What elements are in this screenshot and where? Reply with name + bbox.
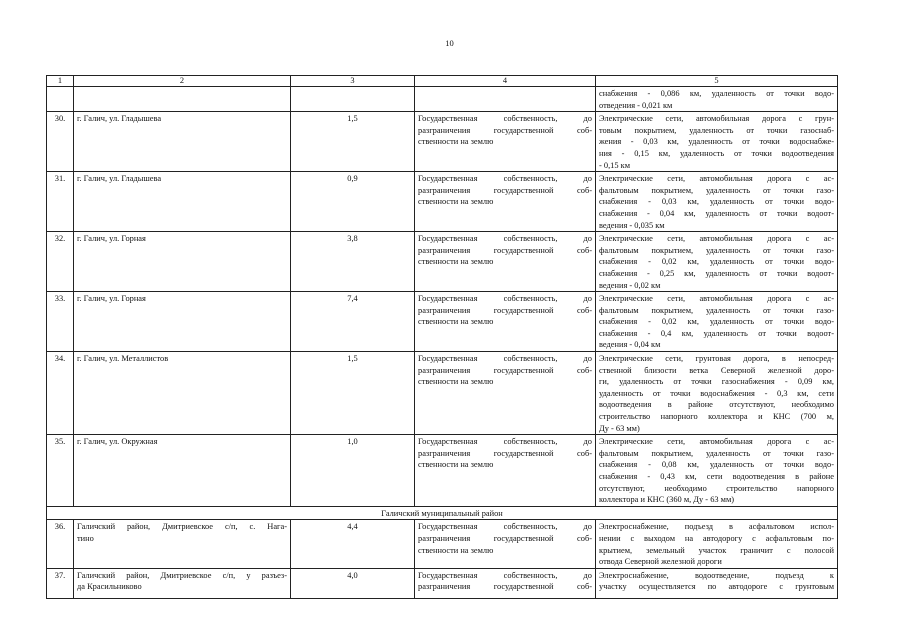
text-line: Государственная собственность, до — [418, 570, 592, 580]
text-line: фальтовым покрытием, удаленность от точки газо- — [599, 305, 834, 315]
header-col-2: 2 — [74, 76, 291, 87]
cell-number — [47, 87, 74, 112]
text-line: Электроснабжение, водоотведение, подъезд к — [599, 570, 834, 580]
text-line: ственной близости ветка Северной железной доро- — [599, 365, 834, 375]
text-line: разграничения государственной соб- — [418, 125, 592, 135]
cell-address: г. Галич, ул. Гладышева — [74, 112, 291, 172]
text-line: снабжения - 0,25 км, удаленность от точки водоот- — [599, 268, 834, 278]
text-line: фальтовым покрытием, удаленность от точки газо- — [599, 245, 834, 255]
cell-infrastructure — [596, 232, 838, 292]
land-plots-table — [46, 75, 838, 599]
cell-infrastructure — [596, 292, 838, 352]
cell-address: г. Галич, ул. Гладышева — [74, 172, 291, 232]
cell-infrastructure — [596, 520, 838, 568]
table-row — [47, 172, 838, 232]
text-line: ведения - 0,035 км — [599, 220, 665, 230]
text-line: снабжения - 0,02 км, удаленность от точки водо- — [599, 257, 834, 267]
cell-address — [74, 568, 291, 598]
cell-ownership — [415, 568, 596, 598]
cell-area: 4,0 — [291, 568, 415, 598]
cell-number: 32. — [47, 232, 74, 292]
text-line: отсутствуют, необходимо строительство напорного — [599, 483, 834, 493]
cell-address — [74, 520, 291, 568]
cell-area — [291, 87, 415, 112]
text-line: Государственная собственность, до — [418, 114, 592, 124]
cell-number: 37. — [47, 568, 74, 598]
text-line: ведения - 0,02 км — [599, 280, 661, 290]
cell-area: 0,9 — [291, 172, 415, 232]
text-line: разграничения государственной соб- — [418, 245, 592, 255]
cell-number: 35. — [47, 435, 74, 507]
text-line: удаленность от точки водоснабжения - 0,3 км, сети — [599, 388, 834, 398]
cell-number: 31. — [47, 172, 74, 232]
cell-infrastructure — [596, 568, 838, 598]
text-line: - 0,15 км — [599, 160, 631, 170]
text-line: разграничения государственной соб- — [418, 448, 592, 458]
text-line: снабжения - 0,086 км, удаленность от точки водо- — [599, 89, 834, 98]
text-line: снабжения - 0,04 км, удаленность от точки водоот- — [599, 208, 834, 218]
cell-ownership — [415, 87, 596, 112]
text-line: ственности на землю — [418, 460, 494, 470]
cell-ownership — [415, 520, 596, 568]
page-number: 10 — [445, 38, 454, 48]
cell-address: г. Галич, ул. Окружная — [74, 435, 291, 507]
table-row — [47, 435, 838, 507]
cell-ownership — [415, 352, 596, 435]
text-line: участку осуществляется по автодороге с грунтовым — [599, 582, 834, 592]
text-line: разграничения государственной соб- — [418, 185, 592, 195]
text-line: Электрические сети, автомобильная дорога с ас- — [599, 234, 834, 244]
text-line: нении с выходом на автодорогу с асфальтовым по- — [599, 534, 834, 543]
header-col-4: 4 — [415, 76, 596, 87]
section-row — [47, 506, 838, 520]
cell-address: г. Галич, ул. Горная — [74, 292, 291, 352]
text-line: Государственная собственность, до — [418, 174, 592, 184]
text-line: фальтовым покрытием, удаленность от точки газо- — [599, 185, 834, 195]
cell-infrastructure — [596, 352, 838, 435]
cell-infrastructure — [596, 87, 838, 112]
table-row — [47, 292, 838, 352]
header-col-5: 5 — [596, 76, 838, 87]
cell-ownership — [415, 292, 596, 352]
header-col-3: 3 — [291, 76, 415, 87]
table-row — [47, 112, 838, 172]
text-line: отвода Северной железной дороги — [599, 557, 722, 567]
text-line: Государственная собственность, до — [418, 234, 592, 244]
text-line: ги, удаленность от точки газоснабжения - 0,09 км, — [599, 377, 834, 387]
cell-area: 1,0 — [291, 435, 415, 507]
text-line: ственности на землю — [418, 137, 494, 147]
text-line: снабжения - 0,4 км, удаленность от точки водоот- — [599, 328, 834, 338]
header-row — [47, 76, 838, 87]
cell-infrastructure — [596, 112, 838, 172]
text-line: жения - 0,03 км, удаленность от точки водоснабже- — [599, 137, 834, 147]
cell-ownership — [415, 172, 596, 232]
cell-number: 36. — [47, 520, 74, 568]
cell-number: 34. — [47, 352, 74, 435]
cell-number: 30. — [47, 112, 74, 172]
text-line: строительство напорного коллектора и КНС (700 м, — [599, 412, 834, 422]
text-line: снабжения - 0,02 км, удаленность от точки водо- — [599, 317, 834, 327]
text-line: снабжения - 0,08 км, удаленность от точки водо- — [599, 460, 834, 470]
cell-ownership — [415, 112, 596, 172]
text-line: Галичский район, Дмитриевское с/п, у разъез- — [77, 570, 287, 580]
cell-ownership — [415, 232, 596, 292]
cell-ownership — [415, 435, 596, 507]
text-line: ственности на землю — [418, 197, 494, 207]
text-line: ственности на землю — [418, 377, 494, 387]
text-line: ведения - 0,04 км — [599, 340, 661, 350]
text-line: Государственная собственность, до — [418, 294, 592, 304]
text-line: Электрические сети, автомобильная дорога с ас- — [599, 437, 834, 447]
cell-area: 7,4 — [291, 292, 415, 352]
text-line: ственности на землю — [418, 257, 494, 267]
text-line: Государственная собственность, до — [418, 354, 592, 364]
text-line: ния - 0,15 км, удаленность от точки водоотведения — [599, 148, 834, 158]
text-line: Электрические сети, автомобильная дорога с ас- — [599, 294, 834, 304]
text-line: разграничения государственной соб- — [418, 305, 592, 315]
cell-number: 33. — [47, 292, 74, 352]
cell-area: 1,5 — [291, 352, 415, 435]
text-line: Электрические сети, грунтовая дорога, в непосред- — [599, 354, 834, 364]
cell-infrastructure — [596, 172, 838, 232]
text-line: коллектора и КНС (360 м, Ду - 63 мм) — [599, 495, 735, 505]
continuation-row — [47, 87, 838, 112]
text-line: разграничения государственной соб- — [418, 534, 592, 543]
text-line: товым покрытием, удаленность от точки газоснаб- — [599, 125, 834, 135]
text-line: да Красильниково — [77, 582, 142, 592]
text-line: разграничения государственной соб- — [418, 582, 592, 592]
text-line: разграничения государственной соб- — [418, 365, 592, 375]
text-line: ственности на землю — [418, 317, 494, 327]
header-col-1: 1 — [47, 76, 74, 87]
text-line: Ду - 63 мм) — [599, 423, 640, 433]
text-line: Государственная собственность, до — [418, 437, 592, 447]
cell-address: г. Галич, ул. Металлистов — [74, 352, 291, 435]
cell-area: 3,8 — [291, 232, 415, 292]
text-line: снабжения - 0,43 км, сети водоотведения в районе — [599, 472, 834, 482]
text-line: Галичский район, Дмитриевское с/п, с. Нага- — [77, 522, 287, 532]
cell-infrastructure — [596, 435, 838, 507]
text-line: Электрические сети, автомобильная дорога с грун- — [599, 114, 834, 124]
text-line: Государственная собственность, до — [418, 522, 592, 532]
text-line: крытием, земельный участок граничит с полосой — [599, 545, 834, 555]
cell-address: г. Галич, ул. Горная — [74, 232, 291, 292]
text-line: ственности на землю — [418, 545, 494, 555]
table-row — [47, 232, 838, 292]
table-row — [47, 520, 838, 568]
text-line: Электрические сети, автомобильная дорога с ас- — [599, 174, 834, 184]
cell-area: 4,4 — [291, 520, 415, 568]
text-line: Электроснабжение, подъезд в асфальтовом испол- — [599, 522, 834, 532]
text-line: снабжения - 0,03 км, удаленность от точки водо- — [599, 197, 834, 207]
text-line: отведения - 0,021 км — [599, 100, 673, 110]
table-row — [47, 352, 838, 435]
cell-address — [74, 87, 291, 112]
text-line: водоотведения в районе отсутствуют, необходимо — [599, 400, 834, 410]
cell-area: 1,5 — [291, 112, 415, 172]
table-row — [47, 568, 838, 598]
text-line: тино — [77, 534, 94, 543]
text-line: фальтовым покрытием, удаленность от точки газо- — [599, 448, 834, 458]
section-title: Галичский муниципальный район — [47, 506, 838, 520]
